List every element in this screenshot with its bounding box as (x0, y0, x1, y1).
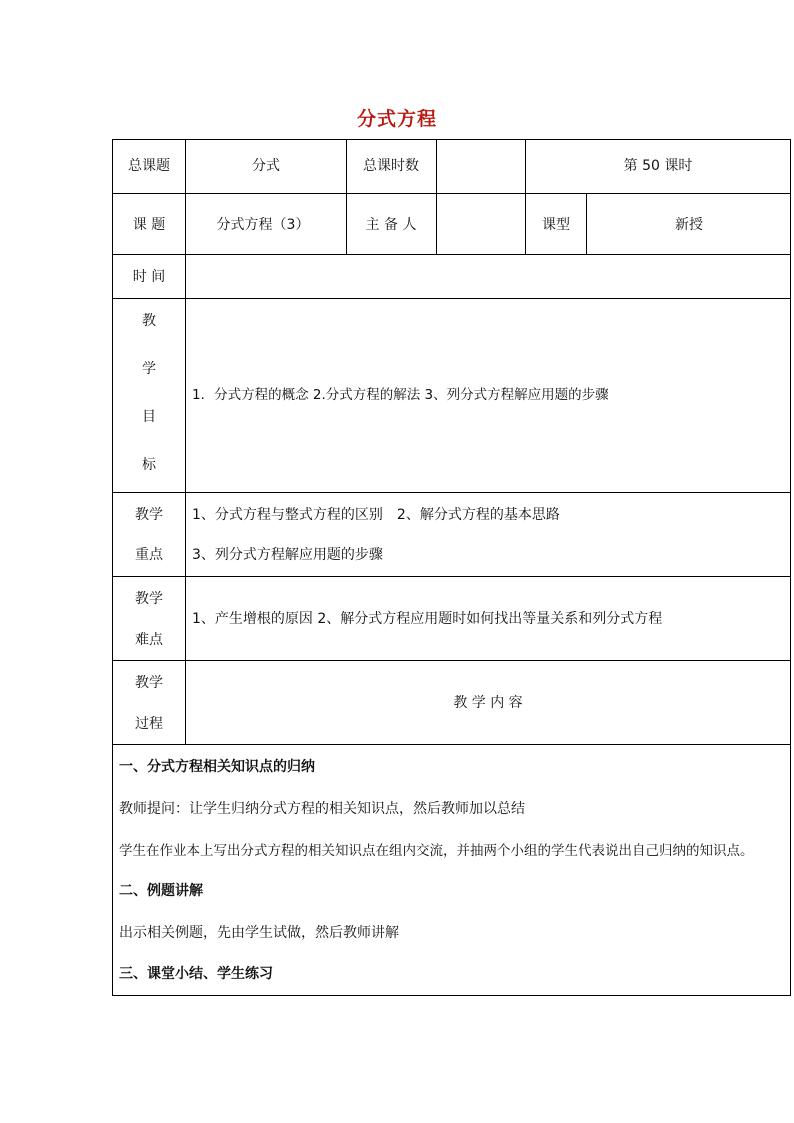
page-title: 分式方程 (356, 108, 437, 130)
total-topic-value: 分式 (252, 158, 280, 174)
goals-label-char: 教 (142, 313, 156, 329)
content-header: 教 学 内 容 (453, 695, 523, 711)
lesson-plan-table (112, 139, 791, 996)
goals-label-char: 标 (142, 457, 156, 473)
section-heading: 三、课堂小结、学生练习 (119, 966, 273, 982)
label-total-topic: 总课题 (128, 158, 170, 174)
label-total-hours: 总课时数 (363, 158, 419, 174)
content-paragraph: 教师提问：让学生归纳分式方程的相关知识点，然后教师加以总结 (119, 801, 525, 817)
lesson-type-value: 新授 (675, 217, 703, 233)
goals-label-char: 目 (142, 409, 156, 425)
process-label: 教学 (135, 675, 163, 691)
section-heading: 一、分式方程相关知识点的归纳 (119, 759, 315, 775)
row-divider (112, 193, 791, 194)
difficulties-label: 难点 (135, 632, 163, 648)
row-divider (112, 576, 791, 577)
content-paragraph: 学生在作业本上写出分式方程的相关知识点在组内交流，并抽两个小组的学生代表说出自己归纳的知识点。 (119, 843, 754, 859)
row-divider (112, 298, 791, 299)
lesson-number: 第 50 课时 (623, 158, 693, 174)
key-points-line: 3、列分式方程解应用题的步骤 (192, 547, 383, 563)
column-divider (185, 139, 186, 744)
label-time: 时 间 (132, 269, 166, 285)
section-heading: 二、例题讲解 (119, 883, 203, 899)
goals-text: 1．分式方程的概念 2.分式方程的解法 3、列分式方程解应用题的步骤 (192, 387, 609, 403)
label-lesson-type: 课型 (542, 217, 570, 233)
row-divider (112, 254, 791, 255)
goals-label-char: 学 (142, 361, 156, 377)
content-paragraph: 出示相关例题，先由学生试做，然后教师讲解 (119, 925, 399, 941)
column-divider (436, 139, 437, 254)
topic-value: 分式方程（3） (216, 217, 310, 233)
key-points-label: 重点 (135, 547, 163, 563)
column-divider (346, 139, 347, 254)
difficulties-text: 1、产生增根的原因 2、解分式方程应用题时如何找出等量关系和列分式方程 (192, 611, 663, 627)
column-divider (586, 193, 587, 254)
label-topic: 课 题 (132, 217, 166, 233)
row-divider (112, 492, 791, 493)
difficulties-label: 教学 (135, 591, 163, 607)
process-label: 过程 (135, 716, 163, 732)
label-preparer: 主 备 人 (365, 217, 417, 233)
row-divider (112, 660, 791, 661)
key-points-label: 教学 (135, 507, 163, 523)
key-points-line: 1、分式方程与整式方程的区别 2、解分式方程的基本思路 (192, 507, 560, 523)
row-divider (112, 744, 791, 745)
column-divider (525, 139, 526, 254)
